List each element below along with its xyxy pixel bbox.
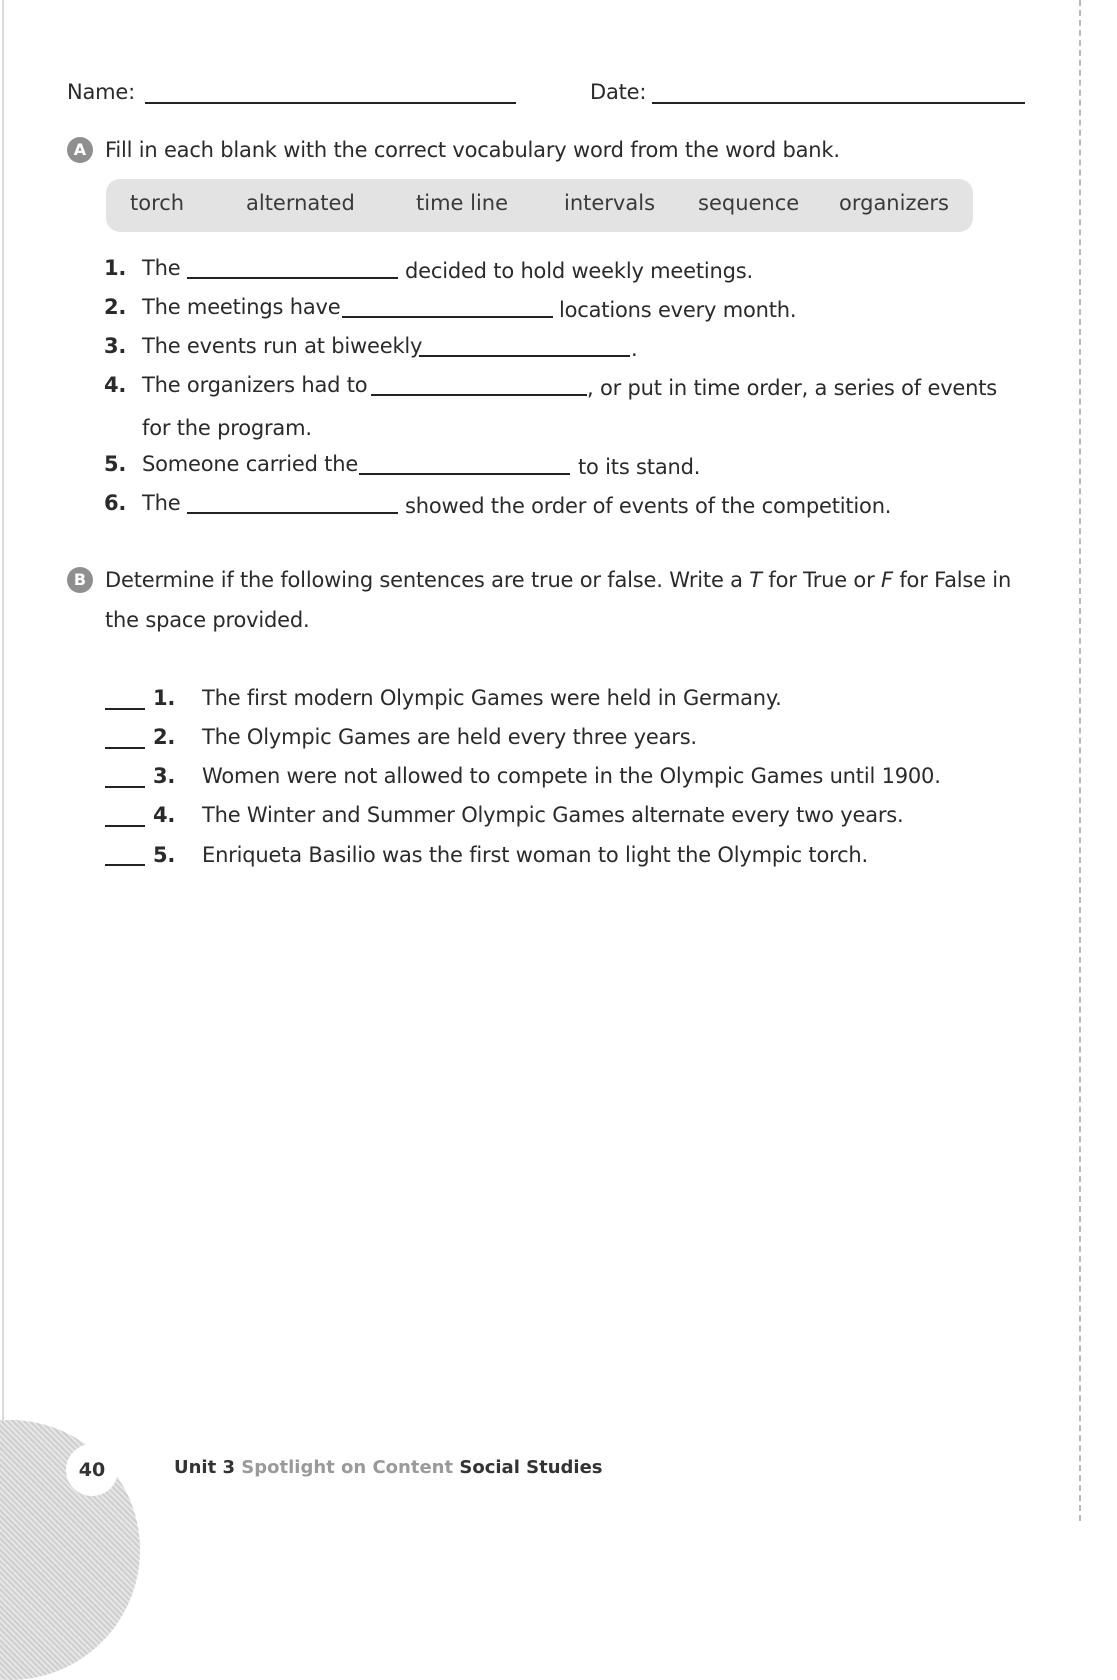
section-b-badge: B — [67, 567, 93, 593]
item-text: Enriqueta Basilio was the first woman to light the Olympic torch. — [202, 843, 869, 867]
true-false-blank[interactable] — [105, 864, 145, 866]
answer-blank[interactable] — [419, 355, 630, 357]
item-number: 4. — [104, 373, 127, 397]
item-number: 5. — [153, 843, 176, 867]
word-bank-item: alternated — [246, 191, 355, 215]
section-b-instruction-line2: the space provided. — [105, 608, 310, 632]
true-false-blank[interactable] — [105, 825, 145, 827]
item-text: The events run at biweekly — [142, 334, 423, 358]
instruction-part: Determine if the following sentences are true or false. Write a — [105, 568, 750, 592]
name-field[interactable] — [145, 102, 516, 104]
item-text: The Olympic Games are held every three years. — [202, 725, 697, 749]
footer-spotlight: Spotlight on Content — [241, 1457, 454, 1478]
word-bank — [106, 179, 973, 232]
true-false-blank[interactable] — [105, 708, 145, 710]
word-bank-item: torch — [130, 191, 185, 215]
word-bank-item: time line — [416, 191, 509, 215]
item-number: 4. — [153, 803, 176, 827]
answer-blank[interactable] — [187, 277, 398, 279]
item-text: The organizers had to — [142, 373, 368, 397]
word-bank-item: intervals — [564, 191, 656, 215]
item-text: Someone carried the — [142, 452, 359, 476]
item-number: 5. — [104, 452, 127, 476]
section-a-instruction: Fill in each blank with the correct vocabulary word from the word bank. — [105, 138, 840, 162]
item-text: , or put in time order, a series of events — [587, 376, 998, 400]
left-border — [2, 0, 4, 1521]
answer-blank[interactable] — [371, 394, 587, 396]
item-number: 2. — [104, 295, 127, 319]
section-a-badge: A — [67, 137, 93, 163]
item-text: The first modern Olympic Games were held in Germany. — [202, 686, 782, 710]
item-number: 1. — [153, 686, 176, 710]
item-text: decided to hold weekly meetings. — [405, 259, 753, 283]
answer-blank[interactable] — [342, 316, 553, 318]
item-text: The — [142, 491, 181, 515]
true-false-blank[interactable] — [105, 786, 145, 788]
true-false-blank[interactable] — [105, 747, 145, 749]
item-text: Women were not allowed to compete in the Olympic Games until 1900. — [202, 764, 941, 788]
item-text: The meetings have — [142, 295, 341, 319]
name-label: Name: — [67, 80, 136, 104]
footer-title — [174, 1457, 603, 1478]
item-text: to its stand. — [578, 455, 701, 479]
word-bank-item: organizers — [839, 191, 949, 215]
page-number: 40 — [78, 1459, 106, 1481]
instruction-part: for True or — [761, 568, 881, 592]
item-number: 3. — [104, 334, 127, 358]
item-number: 2. — [153, 725, 176, 749]
item-text: . — [631, 337, 638, 361]
date-field[interactable] — [652, 102, 1025, 104]
answer-blank[interactable] — [187, 512, 398, 514]
item-text: The Winter and Summer Olympic Games alternate every two years. — [202, 803, 904, 827]
footer-unit: Unit 3 — [174, 1457, 235, 1478]
perforation-line — [1079, 0, 1081, 1521]
instruction-part: for False in — [892, 568, 1012, 592]
item-text: The — [142, 256, 181, 280]
item-number: 1. — [104, 256, 127, 280]
answer-blank[interactable] — [359, 473, 570, 475]
instruction-italic-t: T — [749, 568, 762, 592]
item-text-continuation: for the program. — [142, 416, 312, 440]
word-bank-item: sequence — [698, 191, 800, 215]
instruction-italic-f: F — [881, 568, 893, 592]
section-b-instruction — [105, 568, 1011, 592]
item-number: 6. — [104, 491, 127, 515]
footer-subject: Social Studies — [459, 1457, 603, 1478]
item-text: showed the order of events of the competition. — [405, 494, 892, 518]
date-label: Date: — [590, 80, 647, 104]
item-number: 3. — [153, 764, 176, 788]
item-text: locations every month. — [559, 298, 797, 322]
